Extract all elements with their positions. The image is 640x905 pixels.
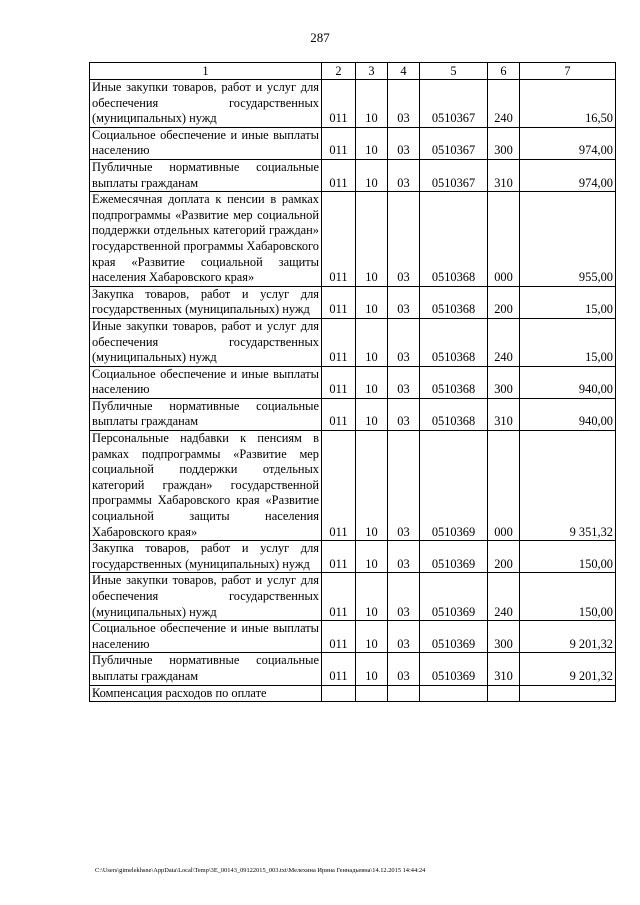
row-target-article-cell: 0510368 xyxy=(420,286,488,318)
row-section-cell: 10 xyxy=(356,366,388,398)
row-target-article-cell: 0510369 xyxy=(420,541,488,573)
row-code-cell: 011 xyxy=(322,366,356,398)
row-expense-type-cell: 240 xyxy=(488,318,520,366)
row-expense-type-cell: 240 xyxy=(488,80,520,128)
row-code-cell: 011 xyxy=(322,431,356,541)
row-name-cell: Иные закупки товаров, работ и услуг для обеспечения государственных (муниципальных) нужд xyxy=(90,80,322,128)
table-header-row xyxy=(90,63,616,80)
header-col-6: 6 xyxy=(488,63,520,80)
row-section-cell: 10 xyxy=(356,573,388,621)
row-amount-cell: 16,50 xyxy=(520,80,616,128)
row-section-cell: 10 xyxy=(356,398,388,430)
row-code-cell: 011 xyxy=(322,127,356,159)
row-code-cell xyxy=(322,685,356,702)
row-name-cell: Закупка товаров, работ и услуг для государственных (муниципальных) нужд xyxy=(90,541,322,573)
row-section-cell xyxy=(356,685,388,702)
header-col-7: 7 xyxy=(520,63,616,80)
table-row xyxy=(90,127,616,159)
row-section-cell: 10 xyxy=(356,621,388,653)
row-subsection-cell: 03 xyxy=(388,621,420,653)
row-subsection-cell: 03 xyxy=(388,366,420,398)
row-section-cell: 10 xyxy=(356,286,388,318)
row-subsection-cell: 03 xyxy=(388,318,420,366)
row-name-cell: Иные закупки товаров, работ и услуг для обеспечения государственных (муниципальных) нужд xyxy=(90,573,322,621)
row-section-cell: 10 xyxy=(356,159,388,191)
row-subsection-cell: 03 xyxy=(388,159,420,191)
row-expense-type-cell: 300 xyxy=(488,127,520,159)
row-name-cell: Иные закупки товаров, работ и услуг для обеспечения государственных (муниципальных) нужд xyxy=(90,318,322,366)
header-col-3: 3 xyxy=(356,63,388,80)
row-amount-cell xyxy=(520,685,616,702)
row-code-cell: 011 xyxy=(322,286,356,318)
table-body xyxy=(90,80,616,702)
row-name-cell: Социальное обеспечение и иные выплаты населению xyxy=(90,127,322,159)
row-expense-type-cell: 200 xyxy=(488,541,520,573)
row-subsection-cell: 03 xyxy=(388,653,420,685)
row-target-article-cell: 0510369 xyxy=(420,573,488,621)
file-path-footer: C:\Users\gimelekhsne\AppData\Local\Temp\3E_00143_09122015_003.txt\Мелехина Ирина Геннадьевна\14.12.2015 14:44:24 xyxy=(95,867,426,874)
header-col-1: 1 xyxy=(90,63,322,80)
row-expense-type-cell: 310 xyxy=(488,159,520,191)
row-subsection-cell xyxy=(388,685,420,702)
row-expense-type-cell: 300 xyxy=(488,621,520,653)
budget-table xyxy=(89,62,616,702)
header-col-2: 2 xyxy=(322,63,356,80)
table-row xyxy=(90,685,616,702)
row-target-article-cell: 0510368 xyxy=(420,192,488,287)
table-row xyxy=(90,318,616,366)
row-section-cell: 10 xyxy=(356,192,388,287)
table-row xyxy=(90,159,616,191)
row-target-article-cell: 0510368 xyxy=(420,366,488,398)
header-col-5: 5 xyxy=(420,63,488,80)
row-subsection-cell: 03 xyxy=(388,398,420,430)
row-name-cell: Публичные нормативные социальные выплаты гражданам xyxy=(90,653,322,685)
table-row xyxy=(90,573,616,621)
table-row xyxy=(90,366,616,398)
row-amount-cell: 974,00 xyxy=(520,159,616,191)
row-target-article-cell: 0510369 xyxy=(420,621,488,653)
row-subsection-cell: 03 xyxy=(388,127,420,159)
row-expense-type-cell: 200 xyxy=(488,286,520,318)
row-target-article-cell: 0510368 xyxy=(420,398,488,430)
row-target-article-cell xyxy=(420,685,488,702)
row-name-cell: Социальное обеспечение и иные выплаты населению xyxy=(90,366,322,398)
row-section-cell: 10 xyxy=(356,318,388,366)
row-name-cell: Публичные нормативные социальные выплаты гражданам xyxy=(90,398,322,430)
row-target-article-cell: 0510367 xyxy=(420,159,488,191)
row-subsection-cell: 03 xyxy=(388,573,420,621)
row-code-cell: 011 xyxy=(322,159,356,191)
row-expense-type-cell: 310 xyxy=(488,653,520,685)
table-row xyxy=(90,286,616,318)
row-section-cell: 10 xyxy=(356,653,388,685)
table-row xyxy=(90,621,616,653)
row-subsection-cell: 03 xyxy=(388,80,420,128)
row-target-article-cell: 0510368 xyxy=(420,318,488,366)
row-code-cell: 011 xyxy=(322,541,356,573)
table-row xyxy=(90,653,616,685)
row-amount-cell: 940,00 xyxy=(520,366,616,398)
row-target-article-cell: 0510369 xyxy=(420,431,488,541)
row-expense-type-cell: 000 xyxy=(488,192,520,287)
row-target-article-cell: 0510367 xyxy=(420,127,488,159)
header-col-4: 4 xyxy=(388,63,420,80)
row-target-article-cell: 0510369 xyxy=(420,653,488,685)
row-name-cell: Социальное обеспечение и иные выплаты населению xyxy=(90,621,322,653)
row-section-cell: 10 xyxy=(356,431,388,541)
row-amount-cell: 9 201,32 xyxy=(520,621,616,653)
row-section-cell: 10 xyxy=(356,541,388,573)
row-amount-cell: 955,00 xyxy=(520,192,616,287)
row-name-cell: Персональные надбавки к пенсиям в рамках подпрограммы «Развитие мер социальной поддержки отдельных категорий граждан» государственной программы Хабаровского края «Развитие социальной защиты населения Хабаровского края» xyxy=(90,431,322,541)
row-code-cell: 011 xyxy=(322,621,356,653)
row-name-cell: Закупка товаров, работ и услуг для государственных (муниципальных) нужд xyxy=(90,286,322,318)
row-section-cell: 10 xyxy=(356,80,388,128)
row-amount-cell: 15,00 xyxy=(520,318,616,366)
row-amount-cell: 940,00 xyxy=(520,398,616,430)
row-expense-type-cell xyxy=(488,685,520,702)
row-amount-cell: 150,00 xyxy=(520,541,616,573)
row-amount-cell: 974,00 xyxy=(520,127,616,159)
table-row xyxy=(90,431,616,541)
row-amount-cell: 9 201,32 xyxy=(520,653,616,685)
row-name-cell: Компенсация расходов по оплате xyxy=(90,685,322,702)
row-target-article-cell: 0510367 xyxy=(420,80,488,128)
row-subsection-cell: 03 xyxy=(388,286,420,318)
page-number: 287 xyxy=(310,30,330,45)
row-code-cell: 011 xyxy=(322,398,356,430)
row-code-cell: 011 xyxy=(322,318,356,366)
row-expense-type-cell: 000 xyxy=(488,431,520,541)
row-code-cell: 011 xyxy=(322,573,356,621)
table-row xyxy=(90,541,616,573)
row-subsection-cell: 03 xyxy=(388,192,420,287)
row-name-cell: Публичные нормативные социальные выплаты гражданам xyxy=(90,159,322,191)
row-expense-type-cell: 300 xyxy=(488,366,520,398)
row-amount-cell: 150,00 xyxy=(520,573,616,621)
row-subsection-cell: 03 xyxy=(388,431,420,541)
row-amount-cell: 15,00 xyxy=(520,286,616,318)
row-expense-type-cell: 310 xyxy=(488,398,520,430)
row-code-cell: 011 xyxy=(322,80,356,128)
row-name-cell: Ежемесячная доплата к пенсии в рамках подпрограммы «Развитие мер социальной поддержки отдельных категорий граждан» государственной программы Хабаровского края «Развитие социальной защиты населения Хабаровского края» xyxy=(90,192,322,287)
row-subsection-cell: 03 xyxy=(388,541,420,573)
table-row xyxy=(90,192,616,287)
row-amount-cell: 9 351,32 xyxy=(520,431,616,541)
row-section-cell: 10 xyxy=(356,127,388,159)
table-row xyxy=(90,398,616,430)
row-expense-type-cell: 240 xyxy=(488,573,520,621)
row-code-cell: 011 xyxy=(322,192,356,287)
row-code-cell: 011 xyxy=(322,653,356,685)
table-row xyxy=(90,80,616,128)
